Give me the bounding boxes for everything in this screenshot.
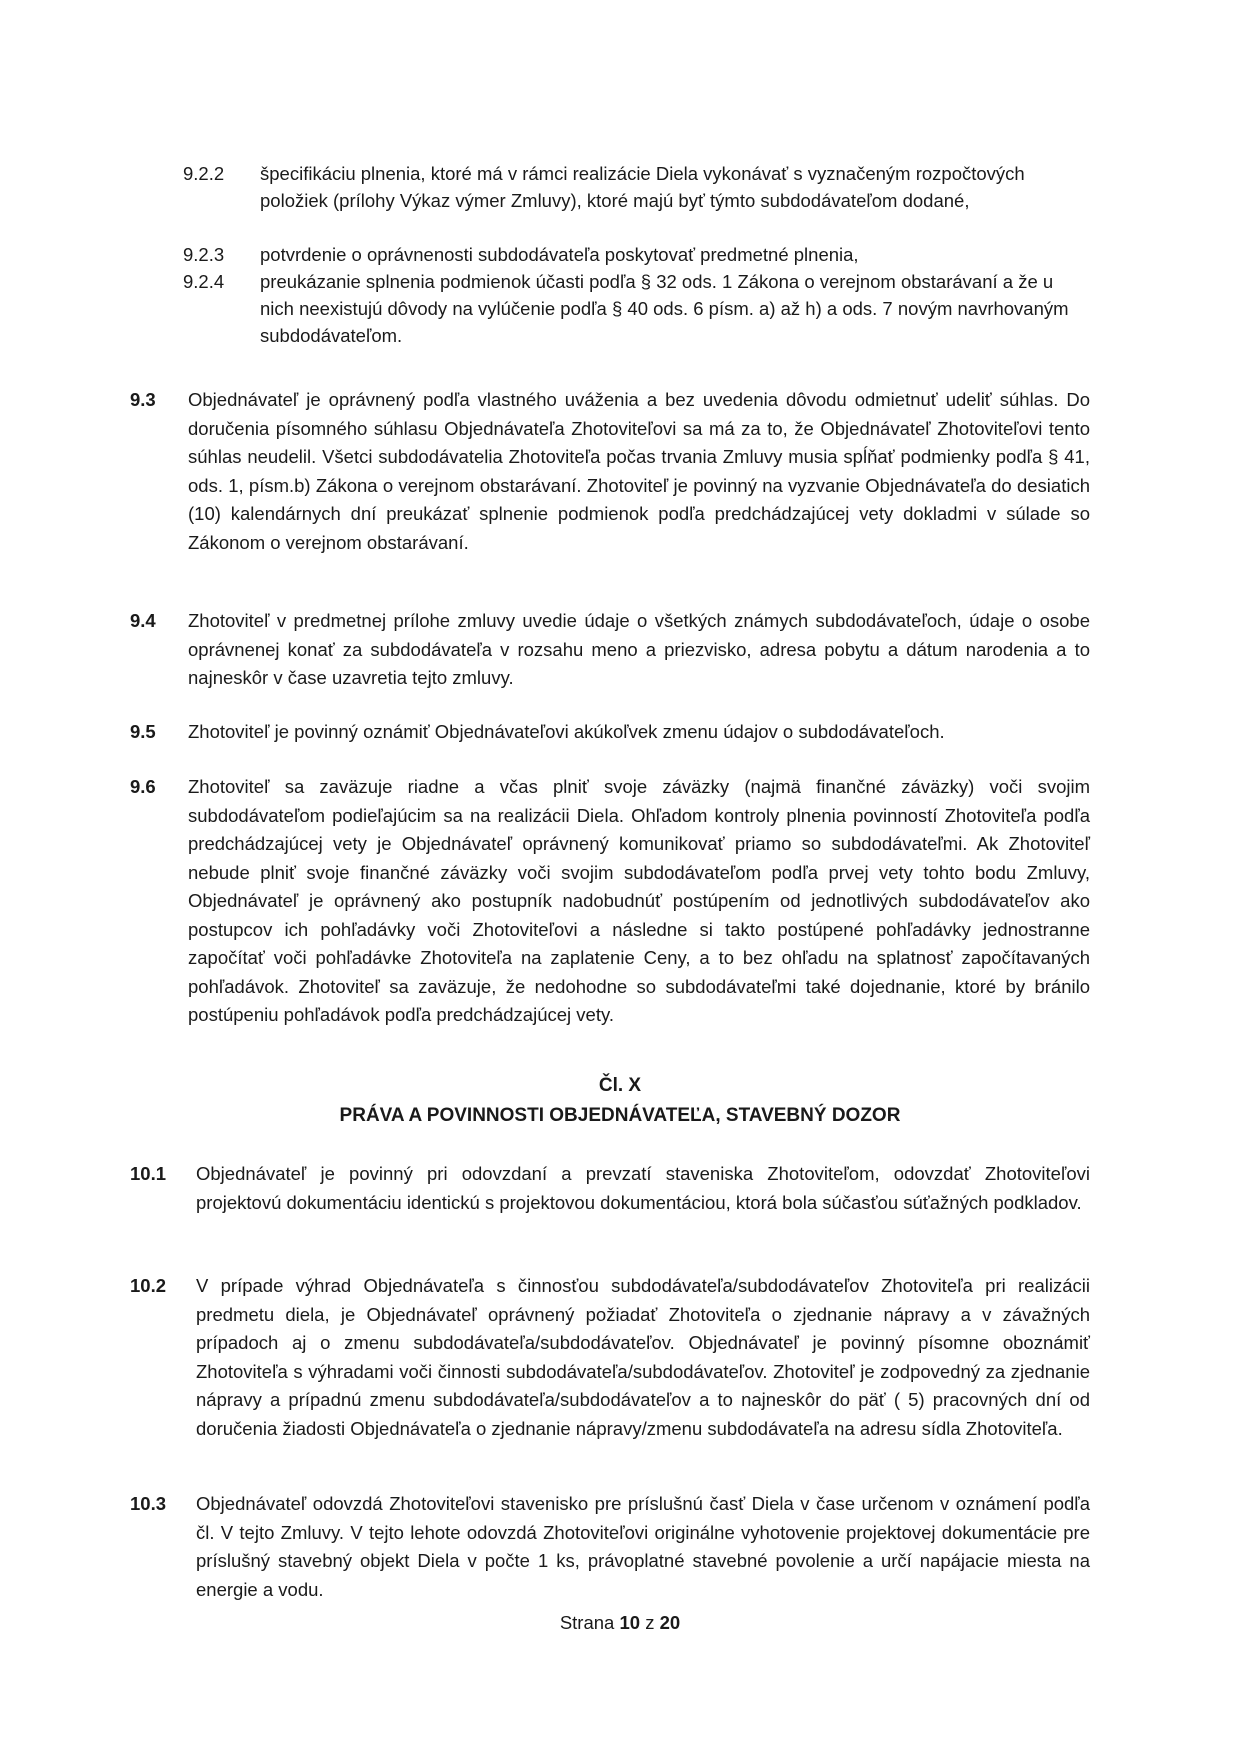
clause-text: V prípade výhrad Objednávateľa s činnosťou subdodávateľa/subdodávateľov Zhotoviteľa pri realizácii predmetu diela, je Objednávateľ oprávnený požiadať Zhotoviteľa o zjednanie nápravy a v závažných prípadoch aj o zmenu subdodávateľa/subdodávateľov. Objednávateľ je povinný písomne oboznámiť Zhotoviteľa s výhradami voči činnosti subdodávateľa/subdodávateľov. Zhotoviteľ je zodpovedný za zjednanie nápravy a prípadnú zmenu subdodávateľa/subdodávateľov a to najneskôr do päť ( 5) pracovných dní od doručenia žiadosti Objednávateľa o zjednanie nápravy/zmenu subdodávateľa na adresu sídla Zhotoviteľa.: [196, 1275, 1090, 1439]
clause-9-4: [130, 607, 1090, 693]
article-title: PRÁVA A POVINNOSTI OBJEDNÁVATEĽA, STAVEBNÝ DOZOR: [339, 1105, 901, 1126]
footer-separator: z: [645, 1612, 655, 1633]
clause-text: Zhotoviteľ sa zaväzuje riadne a včas plniť svoje záväzky (najmä finančné záväzky) voči svojim subdodávateľom podieľajúcim sa na realizácii Diela. Ohľadom kontroly plnenia povinností Zhotoviteľa podľa predchádzajúcej vety je Objednávateľ oprávnený komunikovať priamo so subdodávateľmi. Ak Zhotoviteľ nebude plniť svoje finančné záväzky voči svojim subdodávateľom podľa prvej vety tohto bodu Zmluvy, Objednávateľ je oprávnený ako postupník nadobudnúť postúpením od jednotlivých subdodávateľov ako postupcov ich pohľadávky voči Zhotoviteľovi a následne si takto postúpené pohľadávky jednostranne započítať voči pohľadávke Zhotoviteľa na zaplatenie Ceny, a to bez ohľadu na splatnosť započítavaných pohľadávok. Zhotoviteľ sa zaväzuje, že nedohodne so subdodávateľmi také dojednanie, ktoré by bránilo postúpeniu pohľadávok podľa predchádzajúcej vety.: [188, 776, 1090, 1025]
clause-text: Zhotoviteľ v predmetnej prílohe zmluvy uvedie údaje o všetkých známych subdodávateľoch, údaje o osobe oprávnenej konať za subdodávateľa v rozsahu meno a priezvisko, adresa pobytu a dátum narodenia a to najneskôr v čase uzavretia tejto zmluvy.: [188, 610, 1090, 688]
sub-item-number: 9.2.4: [183, 271, 225, 292]
clause-number: 9.4: [130, 610, 156, 631]
clause-number: 10.3: [130, 1493, 167, 1514]
sub-item-9-2-2: [183, 160, 1083, 214]
clause-10-3: [130, 1490, 1090, 1604]
footer-current-page: 10: [619, 1612, 641, 1633]
sub-item-text: potvrdenie o oprávnenosti subdodávateľa poskytovať predmetné plnenia,: [260, 244, 859, 265]
clause-number: 9.6: [130, 776, 156, 797]
clause-number: 9.3: [130, 389, 156, 410]
sub-item-number: 9.2.3: [183, 244, 225, 265]
clause-text: Objednávateľ je oprávnený podľa vlastného uváženia a bez uvedenia dôvodu odmietnuť udeliť súhlas. Do doručenia písomného súhlasu Objednávateľa Zhotoviteľovi sa má za to, že Objednávateľ Zhotoviteľovi tento súhlas neudelil. Všetci subdodávatelia Zhotoviteľa počas trvania Zmluvy musia spĺňať podmienky podľa § 41, ods. 1, písm.b) Zákona o verejnom obstarávaní. Zhotoviteľ je povinný na vyzvanie Objednávateľa do desiatich (10) kalendárnych dní preukázať splnenie podmienok podľa predchádzajúcej vety dokladmi v súlade so Zákonom o verejnom obstarávaní.: [188, 389, 1090, 553]
sub-item-number: 9.2.2: [183, 163, 225, 184]
clause-10-2: [130, 1272, 1090, 1443]
footer-total-pages: 20: [659, 1612, 681, 1633]
clause-text: Objednávateľ odovzdá Zhotoviteľovi stavenisko pre príslušnú časť Diela v čase určenom v oznámení podľa čl. V tejto Zmluvy. V tejto lehote odovzdá Zhotoviteľovi originálne vyhotovenie projektovej dokumentácie pre príslušný stavebný objekt Diela v počte 1 ks, právoplatné stavebné povolenie a určí napájacie miesta na energie a vodu.: [196, 1493, 1090, 1600]
clause-10-1: [130, 1160, 1090, 1217]
sub-item-text: špecifikáciu plnenia, ktoré má v rámci realizácie Diela vykonávať s vyznačeným rozpočtových položiek (prílohy Výkaz výmer Zmluvy), ktoré majú byť týmto subdodávateľom dodané,: [260, 163, 1025, 211]
clause-number: 9.5: [130, 721, 156, 742]
clause-9-6: [130, 773, 1090, 1030]
sub-item-9-2-4: [183, 268, 1083, 349]
article-number: Čl. X: [598, 1075, 642, 1096]
footer-label: Strana: [559, 1612, 615, 1633]
sub-item-9-2-3: [183, 241, 1083, 268]
clause-text: Zhotoviteľ je povinný oznámiť Objednávateľovi akúkoľvek zmenu údajov o subdodávateľoch.: [188, 721, 945, 742]
clause-text: Objednávateľ je povinný pri odovzdaní a prevzatí staveniska Zhotoviteľom, odovzdať Zhotoviteľovi projektovú dokumentáciu identickú s projektovou dokumentáciou, ktorá bola súčasťou súťažných podkladov.: [196, 1163, 1090, 1213]
clause-number: 10.2: [130, 1275, 167, 1296]
sub-item-text: preukázanie splnenia podmienok účasti podľa § 32 ods. 1 Zákona o verejnom obstarávaní a že u nich neexistujú dôvody na vylúčenie podľa § 40 ods. 6 písm. a) až h) a ods. 7 novým navrhovaným subdodávateľom.: [260, 271, 1069, 346]
clause-number: 10.1: [130, 1163, 167, 1184]
clause-9-5: [130, 718, 1090, 747]
page-footer: [0, 1610, 1240, 1636]
clause-9-3: [130, 386, 1090, 557]
